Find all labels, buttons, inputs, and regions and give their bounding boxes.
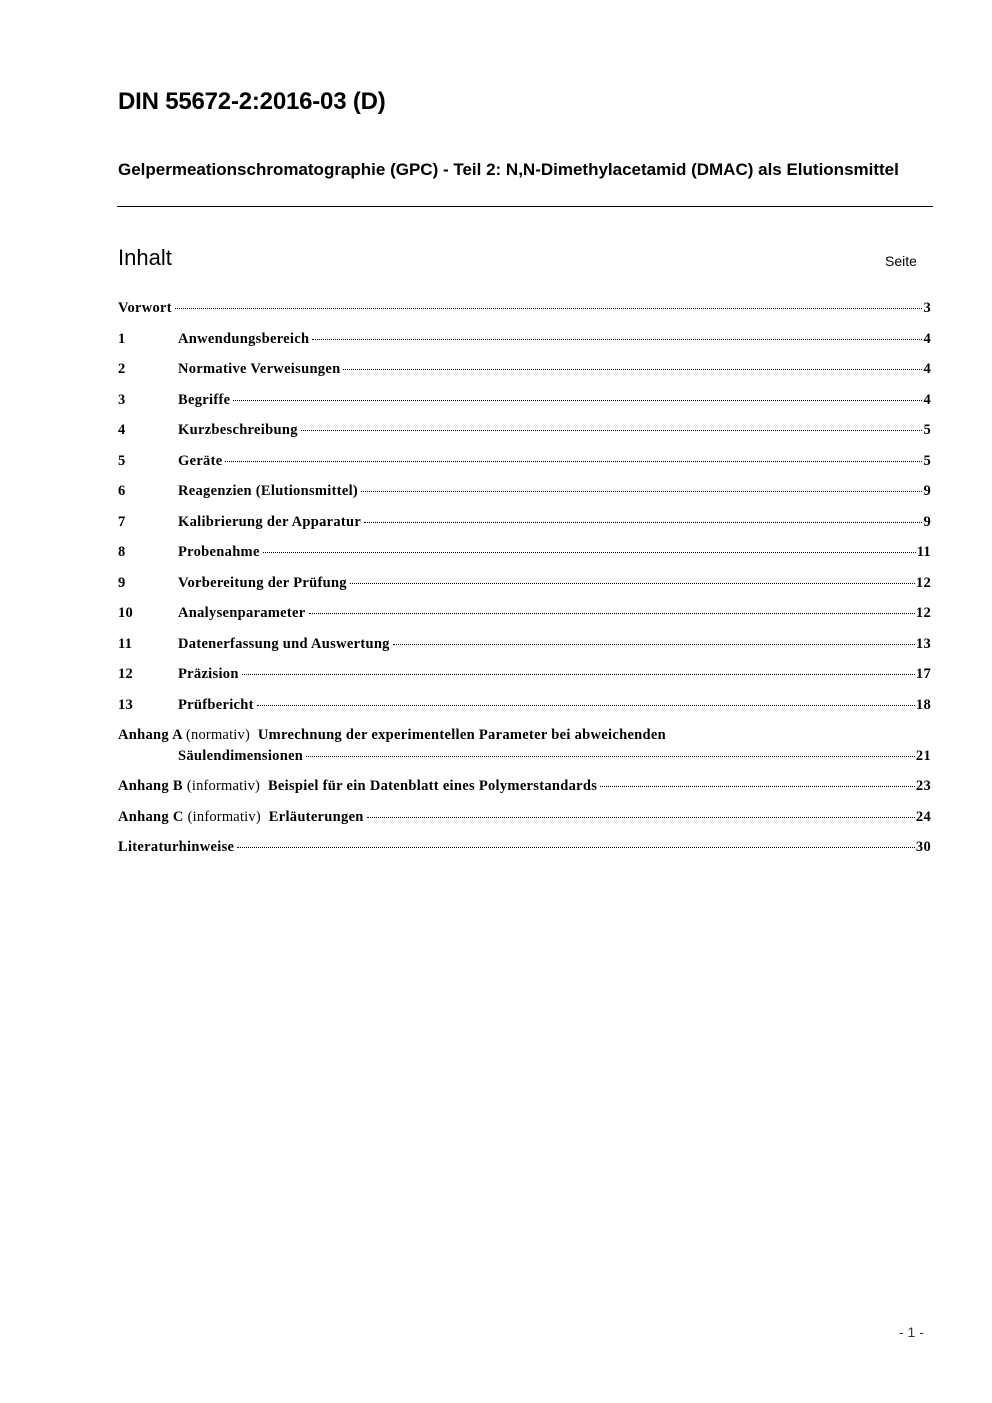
toc-entry-title: Präzision [178, 666, 239, 682]
toc-entry-5[interactable] [118, 453, 931, 484]
toc-entry-title: Reagenzien (Elutionsmittel) [178, 483, 359, 499]
toc-entry-page: 23 [915, 778, 931, 794]
annex-title: Erläuterungen [268, 808, 364, 825]
dot-leader [600, 786, 915, 787]
dot-leader [257, 705, 915, 706]
toc-entry-9[interactable] [118, 575, 931, 606]
dot-leader [361, 491, 922, 492]
document-id: DIN 55672-2:2016-03 (D) [118, 88, 386, 115]
toc-entry-number: 10 [118, 605, 134, 621]
toc-entry-title: Normative Verweisungen [178, 361, 341, 377]
toc-entry-number: 9 [118, 574, 126, 591]
dot-leader [343, 369, 922, 370]
toc-entry-number: 7 [118, 513, 126, 530]
toc-entry-title: Kurzbeschreibung [178, 422, 298, 438]
toc-entry-number: 8 [118, 544, 126, 560]
toc-entry-12[interactable] [118, 666, 931, 697]
table-of-contents [118, 300, 931, 870]
page-number: - 1 - [899, 1324, 924, 1340]
toc-entry-number: 11 [118, 635, 133, 652]
annex-label: Anhang B [118, 778, 183, 794]
annex-type: (informativ) [187, 808, 261, 825]
toc-entry-11[interactable] [118, 636, 931, 667]
toc-entry-10[interactable] [118, 605, 931, 636]
toc-entry-title: Kalibrierung der Apparatur [178, 513, 362, 530]
dot-leader [175, 308, 923, 309]
dot-leader [393, 644, 915, 645]
toc-entry-page: 9 [923, 513, 931, 530]
toc-entry-page: 5 [923, 422, 931, 438]
toc-entry-2[interactable] [118, 361, 931, 392]
toc-entry-number: 1 [118, 330, 126, 347]
toc-entry-page: 18 [915, 696, 931, 713]
toc-entry-title: Datenerfassung und Auswertung [178, 635, 390, 652]
toc-entry-page: 11 [916, 544, 931, 560]
annex-label: Anhang C [118, 808, 184, 825]
dot-leader [301, 430, 923, 431]
toc-entry-title: Vorwort [118, 300, 172, 316]
toc-entry-title: Begriffe [178, 391, 231, 408]
toc-entry-page: 13 [915, 635, 931, 652]
toc-entry-number: 12 [118, 666, 134, 682]
toc-entry-page: 4 [923, 361, 931, 377]
toc-entry-page: 24 [915, 808, 931, 825]
annex-label: Anhang A [118, 727, 183, 743]
toc-entry-page: 5 [923, 452, 931, 469]
page-column-label: Seite [885, 253, 917, 269]
document-title: Gelpermeationschromatographie (GPC) - Teil 2: N,N-Dimethylacetamid (DMAC) als Elutionsmittel [118, 160, 899, 179]
toc-entry-title: Geräte [178, 452, 223, 469]
dot-leader [367, 817, 915, 818]
toc-entry-title: Literaturhinweise [118, 839, 235, 855]
toc-entry-page: 12 [915, 605, 931, 621]
annex-title: Beispiel für ein Datenblatt eines Polymerstandards [267, 778, 598, 794]
toc-entry-number: 6 [118, 483, 126, 499]
toc-entry-title: Prüfbericht [178, 696, 254, 713]
toc-entry-annex-a[interactable] [118, 727, 931, 778]
dot-leader [306, 756, 915, 757]
toc-entry-page: 3 [923, 300, 931, 316]
dot-leader [263, 552, 916, 553]
toc-entry-13[interactable] [118, 697, 931, 728]
toc-entry-title: Analysenparameter [178, 605, 306, 621]
dot-leader [350, 583, 915, 584]
toc-entry-number: 4 [118, 422, 126, 438]
toc-entry-title: Vorbereitung der Prüfung [178, 574, 347, 591]
dot-leader [309, 613, 915, 614]
toc-entry-page: 4 [923, 330, 931, 347]
toc-heading: Inhalt [118, 245, 172, 270]
annex-title: Umrechnung der experimentellen Parameter bei abweichenden [257, 727, 667, 743]
toc-entry-number: 13 [118, 696, 134, 713]
toc-entry-6[interactable] [118, 483, 931, 514]
toc-entry-4[interactable] [118, 422, 931, 453]
dot-leader [242, 674, 915, 675]
annex-type: (informativ) [186, 778, 261, 794]
toc-entry-page: 12 [915, 574, 931, 591]
annex-title-continued: Säulendimensionen [178, 748, 304, 764]
toc-entry-bibliography[interactable] [118, 839, 931, 870]
toc-entry-vorwort[interactable] [118, 300, 931, 331]
toc-entry-number: 3 [118, 391, 126, 408]
toc-entry-title: Anwendungsbereich [178, 330, 310, 347]
toc-entry-7[interactable] [118, 514, 931, 545]
toc-entry-annex-c[interactable] [118, 809, 931, 840]
dot-leader [364, 522, 922, 523]
toc-entry-page: 21 [915, 748, 931, 764]
toc-entry-page: 9 [923, 483, 931, 499]
toc-entry-number: 5 [118, 452, 126, 469]
title-divider [117, 206, 933, 207]
toc-entry-3[interactable] [118, 392, 931, 423]
toc-entry-page: 17 [915, 666, 931, 682]
toc-entry-1[interactable] [118, 331, 931, 362]
toc-entry-number: 2 [118, 361, 126, 377]
dot-leader [225, 461, 922, 462]
toc-entry-page: 4 [923, 391, 931, 408]
toc-entry-annex-b[interactable] [118, 778, 931, 809]
dot-leader [237, 847, 915, 848]
dot-leader [233, 400, 922, 401]
toc-entry-8[interactable] [118, 544, 931, 575]
toc-entry-page: 30 [915, 839, 931, 855]
annex-type: (normativ) [186, 727, 251, 743]
dot-leader [312, 339, 922, 340]
toc-entry-title: Probenahme [178, 544, 260, 560]
